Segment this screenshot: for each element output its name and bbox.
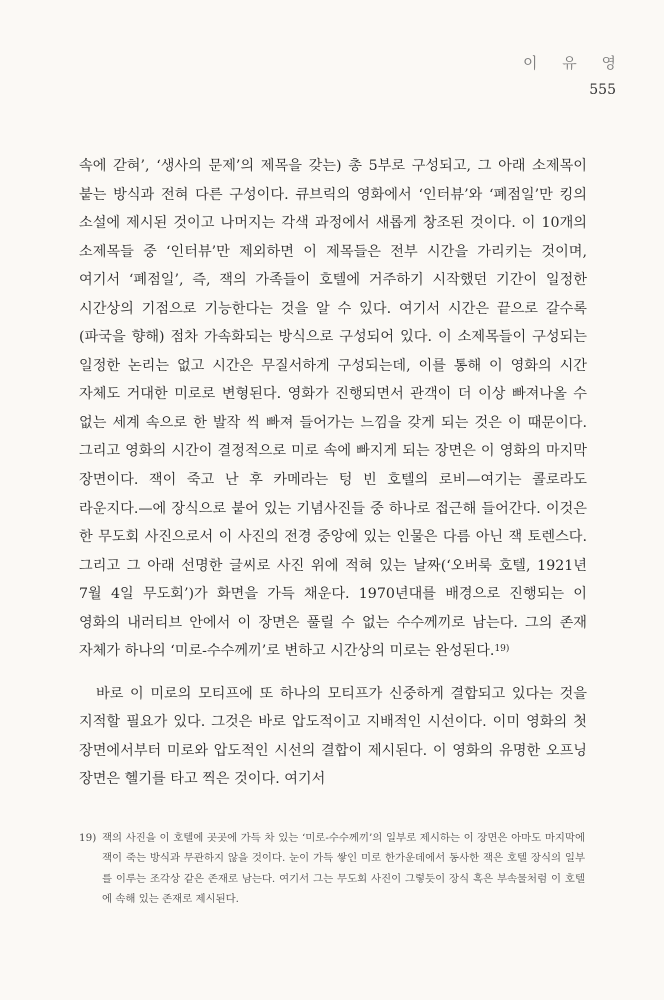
paragraph-1: [79, 152, 587, 666]
footnote-reference[interactable]: 19): [494, 644, 510, 655]
body-text: [79, 152, 587, 794]
author-name: 이 유 영: [522, 54, 626, 72]
paragraph-2: 바로 이 미로의 모티프에 또 하나의 모티프가 신중하게 결합되고 있다는 것을 지적할 필요가 있다. 그것은 바로 압도적이고 지배적인 시선이다. 이미 영화의 첫 장면에서부터 미로와 압도적인 시선의 결합이 제시된다. 이 영화의 유명한 오프닝 장면은 헬기를 타고 찍은 것이다. 여기서: [79, 685, 587, 788]
running-head: [522, 52, 626, 98]
page-number: 555: [589, 82, 616, 98]
footnote: [79, 828, 585, 909]
paragraph-1-text: 속에 갇혀’, ‘생사의 문제’의 제목을 갖는) 총 5부로 구성되고, 그 아래 소제목이 붙는 방식과 전혀 다른 구성이다. 큐브릭의 영화에서 ‘인터뷰’와 ‘폐점일’만 킹의 소설에 제시된 것이고 나머지는 각색 과정에서 새롭게 창조된 것이다. 이 10개의 소제목들 중 ‘인터뷰’만 제외하면 이 제목들은 전부 시간을 가리키는 것이며, 여기서 ‘폐점일’, 즉, 잭의 가족들이 호텔에 거주하기 시작했던 기간이 일정한 시간상의 기점으로 기능한다는 것을 알 수 있다. 여기서 시간은 끝으로 갈수록 (파국을 향해) 점차 가속화되는 방식으로 구성되어 있다. 이 소제목들이 구성되는 일정한 논리는 없고 시간은 무질서하게 구성되는데, 이를 통해 이 영화의 시간 자체도 거대한 미로로 변형된다. 영화가 진행되면서 관객이 더 이상 빠져나올 수 없는 세계 속으로 한 발작 씩 빠져 들어가는 느낌을 갖게 되는 것은 이 때문이다. 그리고 영화의 시간이 결정적으로 미로 속에 빠지게 되는 장면은 이 영화의 마지막 장면이다. 잭이 죽고 난 후 카메라는 텅 빈 호텔의 로비—여기는 콜로라도 라운지다.—에 장식으로 붙어 있는 기념사진들 중 하나로 접근해 들어간다. 이것은 한 무도회 사진으로서 이 사진의 전경 중앙에 있는 인물은 다름 아닌 잭 토렌스다. 그리고 그 아래 선명한 글씨로 사진 위에 적혀 있는 날짜(‘오버룩 호텔, 1921년 7월 4일 무도회’)가 화면을 가득 채운다. 1970년대를 배경으로 진행되는 이 영화의 내러티브 안에서 이 장면은 풀릴 수 없는 수수께끼로 남는다. 그의 존재 자체가 하나의 ‘미로-수수께끼’로 변하고 시간상의 미로는 완성된다.: [79, 158, 587, 660]
footnote-number: 19): [79, 832, 97, 844]
footnote-text: 잭의 사진을 이 호텔에 곳곳에 가득 차 있는 ‘미로-수수께끼’의 일부로 제시하는 이 장면은 아마도 마지막에 잭이 죽는 방식과 무관하지 않을 것이다. 눈이 가득 쌓인 미로 한가운데에서 동사한 잭은 호텔 장식의 일부를 이루는 조각상 같은 존재로 남는다. 여기서 그는 무도회 사진이 그렇듯이 장식 혹은 부속물처럼 이 호텔에 속해 있는 존재로 제시된다.: [102, 832, 585, 905]
